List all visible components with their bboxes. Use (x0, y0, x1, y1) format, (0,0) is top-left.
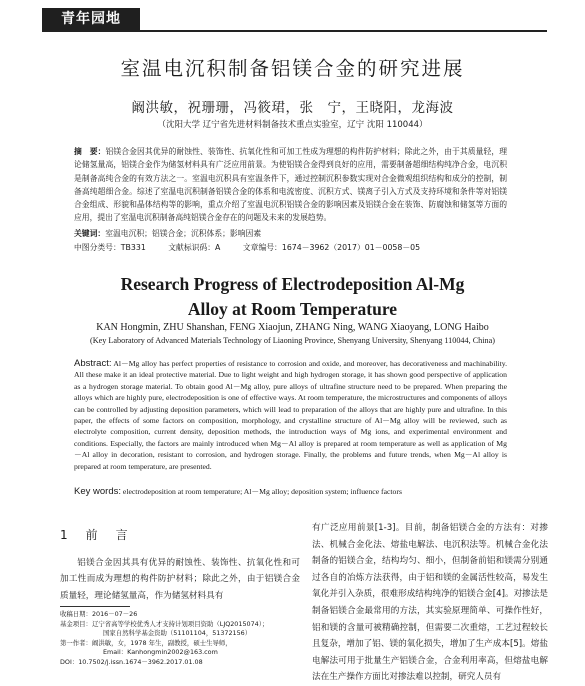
cn-keywords-text: 室温电沉积；铝镁合金；沉积体系；影响因素 (105, 229, 262, 238)
fund-line2: 国家自然科学基金资助（51101104，51372156） (103, 629, 252, 638)
cn-abstract-label: 摘 要： (74, 147, 106, 156)
cn-doc-code: 文献标识码：A (168, 243, 221, 252)
en-keywords-text: electrodeposition at room temperature; Al－Mg alloy; deposition system; influence factors (122, 487, 402, 496)
cn-title: 室温电沉积制备铝镁合金的研究进展 (120, 57, 465, 80)
footnote-rule (60, 606, 130, 607)
doi: DOI：10.7502/j.issn.1674－3962.2017.01.08 (60, 657, 203, 666)
en-title-line1: Research Progress of Electrodeposition Al-Mg (120, 274, 465, 294)
cn-authors: 阚洪敏，祝珊珊，冯筱珺，张 宁，王晓阳，龙海波 (131, 100, 454, 116)
cn-abstract-text: 铝镁合金因其优异的耐蚀性、装饰性、抗氧化性和可加工性成为理想的构件防护材料；除此之外，由于其质量轻，理论储氢量高，铝镁合金作为储氢材料具有广泛应用前景。为使铝镁合金得到良好的应用，需要制备超细结构纯净合金，电沉积是制备高纯合金的有效方法之一。室温电沉积具有室温条件下，通过控制沉积参数实现对合金微观组织结构和成分的控制，制备高纯超细合金。综述了室温电沉积制备铝镁合金的体系和电流密度、沉积方式、镁离子引入方式及支持环境和条件等对铝镁合金组成、形貌和晶体结构等的影响，重点介绍了室温电沉积铝镁合金的影响因素及铝镁合金在装饰、防腐蚀和储氢等方面的应用，提出了室温电沉积制备高纯铝镁合金存在的问题及未来的发展趋势。 (74, 147, 507, 223)
cn-clc: 中图分类号：TB331 (74, 243, 146, 252)
footnotes (60, 610, 305, 668)
en-affiliation: (Key Laboratory of Advanced Materials Technology of Liaoning Province, Shenyang University, Shenyang 110044, China) (90, 336, 495, 345)
en-title (0, 272, 585, 322)
en-abstract-label: Abstract: (74, 358, 112, 369)
cn-keywords-label: 关键词： (74, 229, 106, 238)
cn-abstract (74, 145, 507, 225)
section-tag: 青年园地 (42, 8, 140, 30)
en-title-line2: Alloy at Room Temperature (187, 299, 398, 319)
received-date: 2016－07－26 (91, 610, 138, 618)
author-label: 第一作者： (60, 638, 92, 647)
en-keywords-label: Key words: (74, 486, 121, 497)
intro-text-right: 有广泛应用前景[1-3]。目前，制备铝镁合金的方法有：对掺法、机械合金化法、熔盐电解法、电沉积法等。机械合金化法制备的铝镁合金，结构均匀、细小，但制备前铝和镁需分别通过各自的冶炼方法获得，由于铝和镁的金属活性较高，易发生氧化并引入杂质，很难形成结构纯净的铝镁合金[4]。对掺法是制备铝镁合金最常用的方法，其实验原理简单、可操作性好，铝和镁的含量可被精确控制，但需要二次重熔，工艺过程较长且复杂，增加了铝、镁的氧化损失，增加了生产成本[5]。熔盐电解法可用于批量生产铝镁合金，合金利用率高，但熔盐电解法在生产操作方面比对掺法难以控制，研究人员有 (312, 523, 548, 683)
cn-keywords (74, 228, 507, 239)
fund-line1: 辽宁省高等学校优秀人才支持计划项目资助（LJQ2015074）； (91, 619, 269, 628)
cn-article-no: 文章编号：1674－3962（2017）01－0058－05 (242, 243, 421, 252)
received-label: 收稿日期： (60, 610, 92, 618)
header-rule (42, 30, 547, 32)
cn-classification (74, 242, 507, 253)
fund-label: 基金项目： (60, 619, 92, 628)
en-authors: KAN Hongmin, ZHU Shanshan, FENG Xiaojun, ZHANG Ning, WANG Xiaoyang, LONG Haibo (96, 322, 489, 333)
en-abstract-text: Al－Mg alloy has perfect properties of resistance to corrosion and oxide, and moreover, has decorativeness and machinability. All these make it an ideal protective material. Due to light weight and high hydrogen storage, it has shown good perspective of application as a hydrogen storage material. To obtain good Al－Mg alloy, pure alloys of ultrafine structure need to be prepared. When preparing the alloys which are highly pure, electrodeposition is one of effective ways. At room temperature, the microstructures and components of alloys can be controlled by adjusting deposition parameters, which will lead to preparation of the alloys that are highly pure and ultrafine. In this paper, the effects of some factors on composition, morphology, and crystalline structure of Al－Mg alloy will be reviewed, such as electrolyte composition, current density, deposition methods, the introduction ways of Mg ions, and experimental environment and conditions. Especially, the factors are mainly introduced when Mg－Al alloy is prepared at room temperature as well as application of Mg－Al alloy in decoration, resistant to corrosion, and hydrogen storage. Finally, the problems and future trends, when Mg－Al alloy is prepared at room temperature, are presented. (74, 359, 508, 471)
author-email: Email：Kanhongmin2002@163.com (103, 648, 218, 657)
cn-affiliation: （沈阳大学 辽宁省先进材料制备技术重点实验室，辽宁 沈阳 110044） (157, 120, 428, 130)
author-info: 阚洪敏，女，1978 年生，副教授，硕士生导师， (91, 638, 232, 647)
left-column (60, 520, 300, 604)
intro-text-left: 铝镁合金因其具有优异的耐蚀性、装饰性、抗氧化性和可加工性而成为理想的构件防护材料；除此之外，由于铝镁合金质量轻，理论储氢量高，作为储氢材料具有 (60, 558, 300, 601)
en-keywords (74, 486, 525, 497)
section-heading: 1 前 言 (60, 528, 131, 542)
en-abstract (74, 358, 507, 472)
